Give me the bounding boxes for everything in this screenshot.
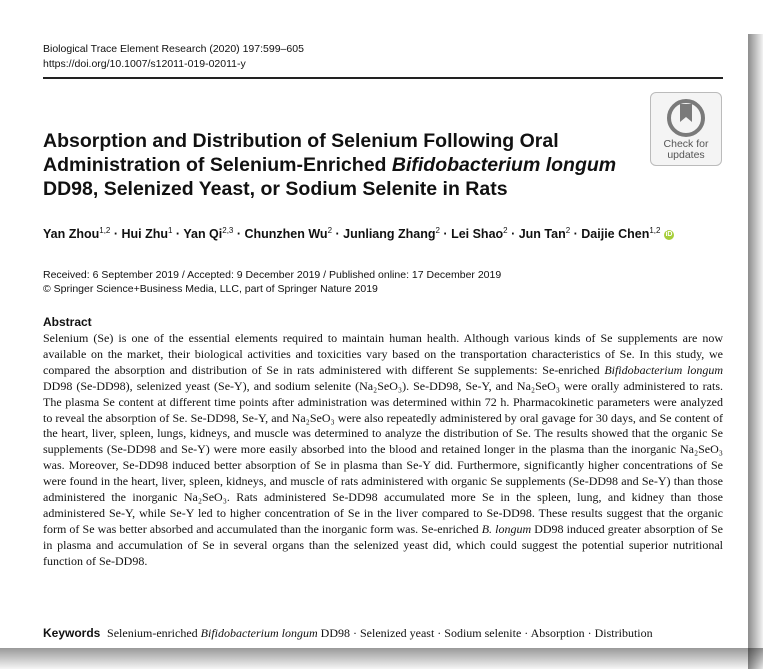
badge-label: Check for updates — [663, 138, 709, 161]
abstract-heading: Abstract — [43, 315, 92, 329]
author[interactable]: Chunzhen Wu$^2$ — [244, 226, 333, 242]
author[interactable]: Hui Zhu$^1$ — [121, 226, 173, 242]
date-line: Received: 6 September 2019 / Accepted: 9 December 2019 / Published online: 17 December 2019 — [43, 269, 502, 281]
journal-citation: Biological Trace Element Research (2020) 197:599–605 — [43, 43, 304, 55]
author[interactable]: Junliang Zhang$^2$ — [343, 226, 440, 242]
keywords-label: Keywords — [43, 626, 101, 640]
header-rule — [43, 77, 723, 79]
author[interactable]: Lei Shao$^2$ — [451, 226, 508, 242]
keywords-list: Selenium-enriched Bifidobacterium longum DD98 · Selenized yeast · Sodium selenite · Absorption · Distribution — [107, 626, 653, 640]
doi-link[interactable]: https://doi.org/10.1007/s12011-019-02011-y — [43, 58, 246, 70]
journal-header — [43, 42, 304, 72]
page-shadow-bottom — [0, 648, 763, 669]
orcid-icon[interactable]: iD — [665, 230, 673, 238]
author-list: Yan Zhou$^{1,2}$ · Hui Zhu$^1$ · Yan Qi$^{2,3}$ · Chunzhen $Wu^2$ · Junliang Zhang$^2$ · Lei Shao$^2$ · Jun Tan$^2$ · Daijie Chen$^{1,2}$ iD — [43, 226, 673, 242]
paper-title: Absorption and Distribution of Selenium Following Oral Administration of Selenium-Enriched Bifidobacterium longum DD98, Selenized Yeast, or Sodium Selenite in Rats — [43, 130, 617, 200]
author[interactable]: Daijie Chen$^{1,2}$ — [581, 226, 661, 242]
publication-dates — [43, 268, 501, 296]
crossmark-icon — [666, 98, 706, 138]
keywords — [43, 626, 743, 641]
check-for-updates-badge[interactable] — [650, 92, 722, 166]
copyright-line: © Springer Science+Business Media, LLC, part of Springer Nature 2019 — [43, 283, 378, 295]
author[interactable]: Yan Zhou$^{1,2}$ — [43, 226, 111, 242]
abstract-text: Selenium (Se) is one of the essential elements required to maintain human health. Although various kinds of Se supplements are now available on the market, their biological activities and toxicities vary based on the transportation characteristics of Se. In this study, we compared the absorption and distribution of Se in rats administered with different Se supplements: Se-enriched Bifidobacterium longum DD98 (Se-DD98), selenized yeast (Se-Y), and sodium selenite (Na₂SeO₃). Se-DD98, Se-Y, and Na₂SeO₃ were orally administered to rats. The plasma Se content at different time points after administration was determined within 72 h. Pharmacokinetic parameters were analyzed to reveal the absorption of Se. Se-DD98, Se-Y, and Na₂SeO₃ were also repeatedly administered by oral gavage for 30 days, and Se content of the heart, liver, spleen, lungs, kidneys, and muscle was determined to analyze the distribution of Se. The results showed that the organic Se supplements (Se-DD98 and Se-Y) were more easily absorbed into the blood and retained longer in the plasma than the inorganic Na₂SeO₃ was. Moreover, Se-DD98 induced better absorption of Se in plasma than Se-Y did. Furthermore, significantly higher concentrations of Se were found in the heart, liver, spleen, kidneys, and muscle of rats administered with organic Se supplements (Se-DD98 and Se-Y) than those administered the inorganic Na₂SeO₃. Rats administered Se-DD98 accumulated more Se in the spleen, lung, and kidney than those administered Se-Y, while Se-Y led to higher concentration of Se in the liver compared to Se-DD98. These results suggest that the organic form of Se was better absorbed and accumulated than the inorganic form was. Se-enriched B. longum DD98 induced greater absorption of Se in plasma and accumulation of Se in several organs than the selenized yeast did, which could suggest the potential superior nutritional function of Se-DD98. — [43, 331, 723, 568]
author[interactable]: Yan Qi$^{2,3}$ — [183, 226, 234, 242]
page-shadow-right — [748, 34, 763, 669]
author[interactable]: Jun Tan$^2$ — [518, 226, 571, 242]
